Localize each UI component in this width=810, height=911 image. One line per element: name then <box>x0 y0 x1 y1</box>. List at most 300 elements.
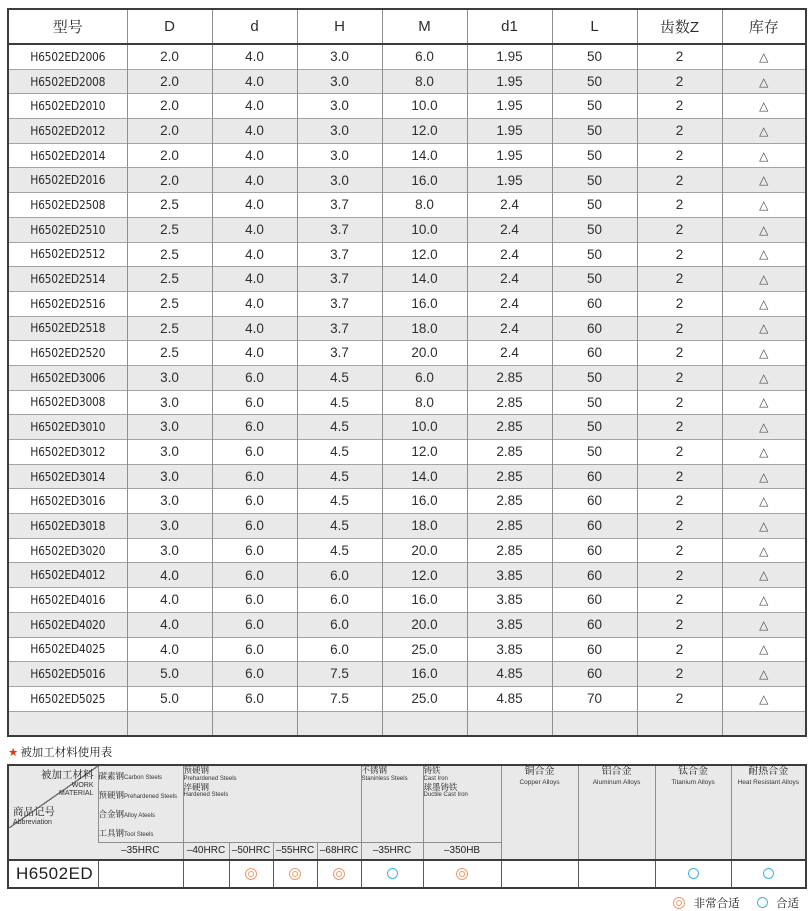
group-carbon-alloy-tool-steels <box>98 765 183 842</box>
cell-M: 16.0 <box>382 168 467 193</box>
material-line <box>99 823 183 842</box>
cell-D: 3.0 <box>127 489 212 514</box>
cell-L: 50 <box>552 143 637 168</box>
cell-L: 60 <box>552 662 637 687</box>
cell-stock: △ <box>722 612 806 637</box>
spec-row <box>8 563 806 588</box>
cell-d1: 1.95 <box>467 69 552 94</box>
rating-cell <box>655 860 731 888</box>
cell-d: 4.0 <box>212 168 297 193</box>
spec-table-body <box>8 44 806 736</box>
rating-cell <box>578 860 655 888</box>
cell-L: 60 <box>552 316 637 341</box>
material-label-en: MATERIAL <box>59 789 94 797</box>
cell-teeth: 2 <box>637 217 722 242</box>
cell-L: 60 <box>552 341 637 366</box>
rating-cell <box>229 860 273 888</box>
spec-row <box>8 316 806 341</box>
cell-d1: 1.95 <box>467 143 552 168</box>
group-aluminum-alloys <box>578 765 655 860</box>
cell-model: H6502ED5016 <box>8 662 127 687</box>
cell-H <box>297 711 382 736</box>
cell-teeth: 2 <box>637 44 722 69</box>
cell-D: 2.0 <box>127 69 212 94</box>
cell-teeth <box>637 711 722 736</box>
suitable-icon <box>688 868 699 879</box>
cell-stock: △ <box>722 217 806 242</box>
tool-steel-cjk: 工具钢 <box>98 827 125 838</box>
cell-M: 14.0 <box>382 464 467 489</box>
cell-d: 4.0 <box>212 217 297 242</box>
cell-d: 6.0 <box>212 440 297 465</box>
cell-teeth: 2 <box>637 365 722 390</box>
cast-iron-en: Cast Iron <box>423 776 448 783</box>
cell-teeth: 2 <box>637 415 722 440</box>
cell-stock: △ <box>722 119 806 144</box>
spec-row <box>8 143 806 168</box>
cell-D <box>127 711 212 736</box>
cell-teeth: 2 <box>637 538 722 563</box>
cell-M: 8.0 <box>382 390 467 415</box>
spec-row <box>8 588 806 613</box>
cell-stock: △ <box>722 489 806 514</box>
spec-row <box>8 662 806 687</box>
cell-model: H6502ED3008 <box>8 390 127 415</box>
rating-cell <box>183 860 229 888</box>
cell-M: 14.0 <box>382 143 467 168</box>
cell-stock: △ <box>722 662 806 687</box>
spec-row <box>8 217 806 242</box>
very-suitable-icon <box>673 897 685 909</box>
cell-L: 50 <box>552 44 637 69</box>
cell-M: 10.0 <box>382 94 467 119</box>
product-code-cell: H6502ED <box>8 860 98 888</box>
cell-H: 6.0 <box>297 612 382 637</box>
cell-D: 3.0 <box>127 538 212 563</box>
hardness-cell: –68HRC <box>317 842 361 860</box>
work-material-label <box>41 769 94 798</box>
cell-L: 50 <box>552 193 637 218</box>
cell-teeth: 2 <box>637 563 722 588</box>
alloy-steel-en: Alloy Ateels <box>124 813 156 819</box>
cell-D: 2.5 <box>127 341 212 366</box>
cell-stock: △ <box>722 267 806 292</box>
cell-stock: △ <box>722 365 806 390</box>
cell-d1: 3.85 <box>467 588 552 613</box>
cell-stock: △ <box>722 464 806 489</box>
cell-stock: △ <box>722 341 806 366</box>
cell-L: 50 <box>552 119 637 144</box>
cell-M: 12.0 <box>382 119 467 144</box>
cell-model: H6502ED2008 <box>8 69 127 94</box>
cell-teeth: 2 <box>637 637 722 662</box>
cell-D: 4.0 <box>127 563 212 588</box>
cell-model: H6502ED3018 <box>8 514 127 539</box>
aluminum-cjk: 铝合金 <box>601 766 632 778</box>
cell-d <box>212 711 297 736</box>
inner-ring <box>292 871 298 877</box>
cell-teeth: 2 <box>637 440 722 465</box>
cell-d1: 4.85 <box>467 686 552 711</box>
cell-D: 2.5 <box>127 267 212 292</box>
cell-M <box>382 711 467 736</box>
suitability-legend <box>7 895 805 911</box>
rating-cell <box>361 860 423 888</box>
cell-model: H6502ED2510 <box>8 217 127 242</box>
cell-M: 12.0 <box>382 563 467 588</box>
cell-D: 2.5 <box>127 242 212 267</box>
cell-L: 50 <box>552 415 637 440</box>
cell-teeth: 2 <box>637 267 722 292</box>
cell-H: 6.0 <box>297 588 382 613</box>
cell-teeth: 2 <box>637 94 722 119</box>
hardness-cell: –40HRC <box>183 842 229 860</box>
cell-M: 18.0 <box>382 316 467 341</box>
cell-D: 2.5 <box>127 193 212 218</box>
tool-steel-en: Tool Steels <box>124 831 154 838</box>
cell-d: 4.0 <box>212 316 297 341</box>
cell-stock: △ <box>722 514 806 539</box>
hardened-en: Hardened Steels <box>183 792 229 799</box>
cell-stock: △ <box>722 44 806 69</box>
cell-teeth: 2 <box>637 69 722 94</box>
col-header-d1: d1 <box>467 9 552 44</box>
cell-teeth: 2 <box>637 143 722 168</box>
cell-H: 4.5 <box>297 415 382 440</box>
material-usage-title <box>8 744 805 760</box>
hardness-cell: –35HRC <box>98 842 183 860</box>
spec-row <box>8 69 806 94</box>
cell-H: 3.0 <box>297 143 382 168</box>
cell-M: 8.0 <box>382 69 467 94</box>
cell-d1: 1.95 <box>467 94 552 119</box>
cell-L: 60 <box>552 514 637 539</box>
product-row <box>8 860 806 888</box>
cell-H: 3.7 <box>297 291 382 316</box>
cell-L: 60 <box>552 588 637 613</box>
cell-L: 60 <box>552 489 637 514</box>
cell-stock: △ <box>722 291 806 316</box>
cell-L: 50 <box>552 217 637 242</box>
col-header-model: 型号 <box>8 9 127 44</box>
cell-M: 10.0 <box>382 415 467 440</box>
cell-stock: △ <box>722 242 806 267</box>
col-header-L: L <box>552 9 637 44</box>
cell-H: 4.5 <box>297 390 382 415</box>
cell-d: 6.0 <box>212 612 297 637</box>
hardness-cell: –350HB <box>423 842 501 860</box>
rating-cell <box>273 860 317 888</box>
cell-H: 3.7 <box>297 217 382 242</box>
cell-M: 20.0 <box>382 538 467 563</box>
cell-d: 6.0 <box>212 514 297 539</box>
cell-D: 3.0 <box>127 464 212 489</box>
cell-L: 60 <box>552 563 637 588</box>
cell-stock: △ <box>722 637 806 662</box>
cell-d1 <box>467 711 552 736</box>
cell-model: H6502ED5025 <box>8 686 127 711</box>
very-suitable-icon <box>245 868 257 880</box>
cell-stock: △ <box>722 440 806 465</box>
col-header-D: D <box>127 9 212 44</box>
cell-teeth: 2 <box>637 341 722 366</box>
cell-stock: △ <box>722 316 806 341</box>
cell-d1: 1.95 <box>467 119 552 144</box>
cell-D: 3.0 <box>127 440 212 465</box>
spec-row <box>8 514 806 539</box>
hardness-cell: –35HRC <box>361 842 423 860</box>
cell-d: 6.0 <box>212 538 297 563</box>
cell-d: 6.0 <box>212 390 297 415</box>
inner-ring <box>459 871 465 877</box>
cell-d1: 1.95 <box>467 168 552 193</box>
cell-D: 4.0 <box>127 637 212 662</box>
cell-M: 8.0 <box>382 193 467 218</box>
spec-row <box>8 94 806 119</box>
suitable-icon <box>757 897 768 909</box>
cell-D: 2.0 <box>127 168 212 193</box>
cell-L: 50 <box>552 365 637 390</box>
ductile-cast-iron-en: Ductile Cast Iron <box>423 792 468 799</box>
cell-model: H6502ED2006 <box>8 44 127 69</box>
cell-d: 6.0 <box>212 588 297 613</box>
cast-iron-cjk: 铸铁 <box>423 765 441 776</box>
suitable-icon <box>763 868 774 879</box>
corner-diagonal <box>9 766 98 828</box>
cell-M: 20.0 <box>382 612 467 637</box>
cell-model: H6502ED3006 <box>8 365 127 390</box>
cell-teeth: 2 <box>637 489 722 514</box>
cell-model: H6502ED2518 <box>8 316 127 341</box>
cell-stock: △ <box>722 168 806 193</box>
cell-d: 4.0 <box>212 94 297 119</box>
group-copper-alloys <box>501 765 578 860</box>
rating-cell <box>317 860 361 888</box>
cell-model: H6502ED4020 <box>8 612 127 637</box>
cell-D: 2.5 <box>127 291 212 316</box>
cell-stock: △ <box>722 563 806 588</box>
cell-H: 3.7 <box>297 316 382 341</box>
cell-L: 50 <box>552 69 637 94</box>
cell-d: 4.0 <box>212 69 297 94</box>
cell-teeth: 2 <box>637 514 722 539</box>
cell-D: 4.0 <box>127 588 212 613</box>
cell-model: H6502ED3014 <box>8 464 127 489</box>
cell-teeth: 2 <box>637 193 722 218</box>
cell-M: 16.0 <box>382 489 467 514</box>
spec-row <box>8 365 806 390</box>
spec-row <box>8 341 806 366</box>
prehardened-en: Prehardened Steels <box>183 776 237 783</box>
cell-L: 60 <box>552 637 637 662</box>
cell-L: 60 <box>552 464 637 489</box>
cell-D: 2.5 <box>127 217 212 242</box>
cell-model: H6502ED3010 <box>8 415 127 440</box>
cell-D: 2.0 <box>127 119 212 144</box>
cell-D: 2.5 <box>127 316 212 341</box>
cell-teeth: 2 <box>637 242 722 267</box>
cell-D: 3.0 <box>127 390 212 415</box>
cell-d: 6.0 <box>212 563 297 588</box>
spec-row <box>8 686 806 711</box>
cell-H: 3.7 <box>297 341 382 366</box>
cell-d: 4.0 <box>212 291 297 316</box>
inner-ring <box>248 871 254 877</box>
cell-d1: 2.85 <box>467 514 552 539</box>
spec-row <box>8 637 806 662</box>
group-prehardened-hardened-steels <box>183 765 361 842</box>
cell-D: 4.0 <box>127 612 212 637</box>
cell-M: 25.0 <box>382 637 467 662</box>
cell-M: 6.0 <box>382 44 467 69</box>
cell-model: H6502ED3012 <box>8 440 127 465</box>
material-line <box>99 785 183 804</box>
ductile-cast-iron-cjk: 球墨铸铁 <box>423 781 458 792</box>
rating-cell <box>731 860 806 888</box>
col-header-M: M <box>382 9 467 44</box>
cell-stock: △ <box>722 94 806 119</box>
cell-d: 4.0 <box>212 119 297 144</box>
cell-model: H6502ED4012 <box>8 563 127 588</box>
material-usage-title-text: 被加工材料使用表 <box>20 747 113 760</box>
col-header-H: H <box>297 9 382 44</box>
spec-row <box>8 168 806 193</box>
cell-model <box>8 711 127 736</box>
abbreviation-en: Abbreviation <box>13 818 52 826</box>
col-header-stock: 库存 <box>722 9 806 44</box>
cell-H: 3.7 <box>297 267 382 292</box>
cell-d: 6.0 <box>212 489 297 514</box>
cell-model: H6502ED4025 <box>8 637 127 662</box>
spec-row <box>8 440 806 465</box>
spec-row <box>8 538 806 563</box>
prehardened-steel-en: Prehardened Steels <box>124 794 178 801</box>
cell-d1: 2.85 <box>467 464 552 489</box>
corner-cell <box>8 765 98 860</box>
abbreviation-cjk: 商品记号 <box>13 805 55 818</box>
spec-row <box>8 267 806 292</box>
star-icon: ★ <box>8 747 19 760</box>
spec-row <box>8 291 806 316</box>
titanium-en: Titanium Alloys <box>671 778 715 786</box>
cell-d1: 2.85 <box>467 390 552 415</box>
cell-model: H6502ED2520 <box>8 341 127 366</box>
cell-d1: 2.4 <box>467 267 552 292</box>
cell-D: 2.0 <box>127 143 212 168</box>
cell-H: 3.0 <box>297 94 382 119</box>
cell-H: 3.0 <box>297 44 382 69</box>
cell-D: 2.0 <box>127 94 212 119</box>
cell-M: 25.0 <box>382 686 467 711</box>
aluminum-en: Aluminum Alloys <box>592 778 641 786</box>
cell-H: 4.5 <box>297 365 382 390</box>
spec-row <box>8 612 806 637</box>
cell-d: 4.0 <box>212 193 297 218</box>
spec-row <box>8 44 806 69</box>
cell-H: 7.5 <box>297 662 382 687</box>
suitable-icon <box>387 868 398 879</box>
cell-stock: △ <box>722 143 806 168</box>
cell-stock: △ <box>722 538 806 563</box>
cell-model: H6502ED2016 <box>8 168 127 193</box>
cell-L: 50 <box>552 390 637 415</box>
cell-M: 6.0 <box>382 365 467 390</box>
very-suitable-icon <box>333 868 345 880</box>
material-line <box>99 766 183 785</box>
cell-L: 50 <box>552 168 637 193</box>
material-table <box>7 764 807 889</box>
abbreviation-label <box>13 806 55 826</box>
cell-M: 16.0 <box>382 291 467 316</box>
cell-d1: 2.4 <box>467 242 552 267</box>
cell-d1: 1.95 <box>467 44 552 69</box>
cell-model: H6502ED2508 <box>8 193 127 218</box>
group-cast-iron <box>423 765 501 842</box>
cell-L: 50 <box>552 440 637 465</box>
spec-header-row <box>8 9 806 44</box>
work-material-cjk: 被加工材料 <box>41 769 94 782</box>
spec-row <box>8 489 806 514</box>
cell-d1: 2.85 <box>467 440 552 465</box>
inner-ring <box>336 871 342 877</box>
cell-model: H6502ED2010 <box>8 94 127 119</box>
copper-cjk: 铜合金 <box>524 766 555 778</box>
cell-d: 6.0 <box>212 662 297 687</box>
inner-ring <box>676 900 682 906</box>
cell-H: 3.7 <box>297 193 382 218</box>
cell-D: 3.0 <box>127 365 212 390</box>
cell-stock: △ <box>722 415 806 440</box>
cell-d1: 2.4 <box>467 217 552 242</box>
col-header-d: d <box>212 9 297 44</box>
spec-table <box>7 8 807 737</box>
cell-d: 6.0 <box>212 464 297 489</box>
cell-d: 6.0 <box>212 637 297 662</box>
very-suitable-icon <box>289 868 301 880</box>
spec-row <box>8 242 806 267</box>
copper-en: Copper Alloys <box>519 778 560 786</box>
cell-d: 4.0 <box>212 143 297 168</box>
col-header-teeth: 齿数Z <box>637 9 722 44</box>
rating-cell <box>423 860 501 888</box>
cell-L <box>552 711 637 736</box>
cell-D: 5.0 <box>127 686 212 711</box>
group-heat-resistant-alloys <box>731 765 806 860</box>
cell-M: 20.0 <box>382 341 467 366</box>
cell-H: 3.0 <box>297 69 382 94</box>
very-suitable-label: 非常合适 <box>693 897 740 910</box>
cell-H: 3.7 <box>297 242 382 267</box>
titanium-cjk: 钛合金 <box>678 766 709 778</box>
cell-D: 3.0 <box>127 415 212 440</box>
cell-H: 7.5 <box>297 686 382 711</box>
spec-row <box>8 193 806 218</box>
cell-M: 12.0 <box>382 242 467 267</box>
cell-H: 3.0 <box>297 168 382 193</box>
group-stainless-steels <box>361 765 423 842</box>
cell-model: H6502ED2012 <box>8 119 127 144</box>
cell-L: 60 <box>552 291 637 316</box>
cell-H: 4.5 <box>297 464 382 489</box>
cell-H: 6.0 <box>297 563 382 588</box>
cell-d1: 2.85 <box>467 365 552 390</box>
cell-teeth: 2 <box>637 119 722 144</box>
cell-teeth: 2 <box>637 662 722 687</box>
cell-d1: 3.85 <box>467 612 552 637</box>
cell-teeth: 2 <box>637 588 722 613</box>
cell-d1: 4.85 <box>467 662 552 687</box>
cell-teeth: 2 <box>637 168 722 193</box>
